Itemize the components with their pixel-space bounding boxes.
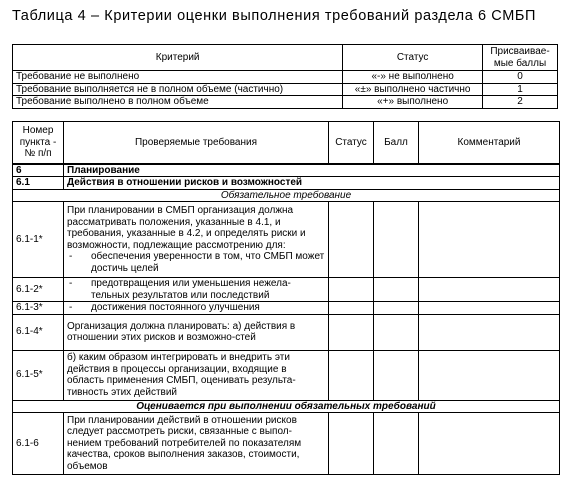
header-status: Статус (329, 122, 374, 164)
row-status (329, 202, 374, 278)
row-comment (419, 278, 560, 302)
bullet-dash: - (69, 278, 73, 289)
row-requirement (64, 202, 329, 278)
criteria-criterion: Требование не выполнено (13, 71, 343, 84)
criteria-row (13, 83, 558, 96)
row-status (329, 278, 374, 302)
requirements-table (12, 121, 560, 475)
section-title: Действия в отношении рисков и возможностей (64, 177, 560, 190)
criteria-score: 2 (483, 96, 558, 109)
row-comment (419, 413, 560, 475)
criteria-score: 0 (483, 71, 558, 84)
evaluated-requirement-label: Оценивается при выполнении обязательных требований (13, 400, 560, 413)
section-row (13, 164, 560, 177)
table-row (13, 350, 560, 400)
section-title: Планирование (64, 164, 560, 177)
row-status (329, 314, 374, 350)
row-requirement: Организация должна планировать: а) действия в отношении этих рисков и возможно-стей (64, 314, 329, 350)
bullet-text: достижения постоянного улучшения (91, 302, 260, 313)
table-row (13, 278, 560, 302)
row-score (374, 350, 419, 400)
criteria-criterion: Требование выполнено в полном объеме (13, 96, 343, 109)
table-row (13, 202, 560, 278)
row-requirement: При планировании действий в отношении рисков следует рассмотреть риски, связанные с выпол-нением требований потребителей по показателям качества, сроков выполнения заказов, стоимости, объемов (64, 413, 329, 475)
row-comment (419, 314, 560, 350)
mandatory-label-row (13, 189, 560, 202)
row-number: 6.1-5* (13, 350, 64, 400)
row-number: 6.1-1* (13, 202, 64, 278)
row-comment (419, 202, 560, 278)
row-score (374, 302, 419, 315)
row-score (374, 202, 419, 278)
row-requirement (64, 302, 329, 315)
row-number: 6.1-2* (13, 278, 64, 302)
row-status (329, 413, 374, 475)
header-score: Балл (374, 122, 419, 164)
row-requirement: б) каким образом интегрировать и внедрить эти действия в процессы организации, входящие в область применения СМБП, оценивать результа-тивность этих действий (64, 350, 329, 400)
evaluated-label-row (13, 400, 560, 413)
row-status (329, 302, 374, 315)
table-row (13, 314, 560, 350)
header-number: Номер пункта - № п/п (13, 122, 64, 164)
row-comment (419, 350, 560, 400)
bullet-text: предотвращения или уменьшения нежела-тельных результатов или последствий (91, 278, 291, 301)
row-number: 6.1-4* (13, 314, 64, 350)
criteria-row (13, 96, 558, 109)
bullet-dash: - (69, 302, 73, 313)
requirement-bullet (67, 302, 325, 314)
criteria-header-criterion: Критерий (13, 45, 343, 71)
requirements-header-row (13, 122, 560, 164)
criteria-header-status: Статус (343, 45, 483, 71)
row-status (329, 350, 374, 400)
criteria-status: «-» не выполнено (343, 71, 483, 84)
section-number: 6 (13, 164, 64, 177)
criteria-header-score: Присваивае-мые баллы (483, 45, 558, 71)
section-number: 6.1 (13, 177, 64, 190)
criteria-status: «±» выполнено частично (343, 83, 483, 96)
header-requirements: Проверяемые требования (64, 122, 329, 164)
row-number: 6.1-3* (13, 302, 64, 315)
criteria-status: «+» выполнено (343, 96, 483, 109)
criteria-score: 1 (483, 83, 558, 96)
requirement-text: При планировании в СМБП организация должна рассматривать положения, указанные в 4.1, и требования, указанные в 4.2, и определять риски и возможности, подлежащие рассмотрению для: (67, 205, 306, 251)
row-score (374, 413, 419, 475)
criteria-criterion: Требование выполняется не в полном объеме (частично) (13, 83, 343, 96)
bullet-text: обеспечения уверенности в том, что СМБП может достичь целей (91, 251, 325, 274)
table-row (13, 413, 560, 475)
row-score (374, 314, 419, 350)
requirement-bullet (67, 251, 325, 274)
criteria-header-row (13, 45, 558, 71)
row-requirement (64, 278, 329, 302)
criteria-table (12, 44, 558, 109)
criteria-row (13, 71, 558, 84)
section-row (13, 177, 560, 190)
header-comment: Комментарий (419, 122, 560, 164)
mandatory-requirement-label: Обязательное требование (13, 189, 560, 202)
row-comment (419, 302, 560, 315)
bullet-dash: - (69, 251, 73, 262)
table-row (13, 302, 560, 315)
requirement-bullet (67, 278, 325, 301)
page-title: Таблица 4 – Критерии оценки выполнения требований раздела 6 СМБП (12, 8, 537, 24)
row-score (374, 278, 419, 302)
row-number: 6.1-6 (13, 413, 64, 475)
